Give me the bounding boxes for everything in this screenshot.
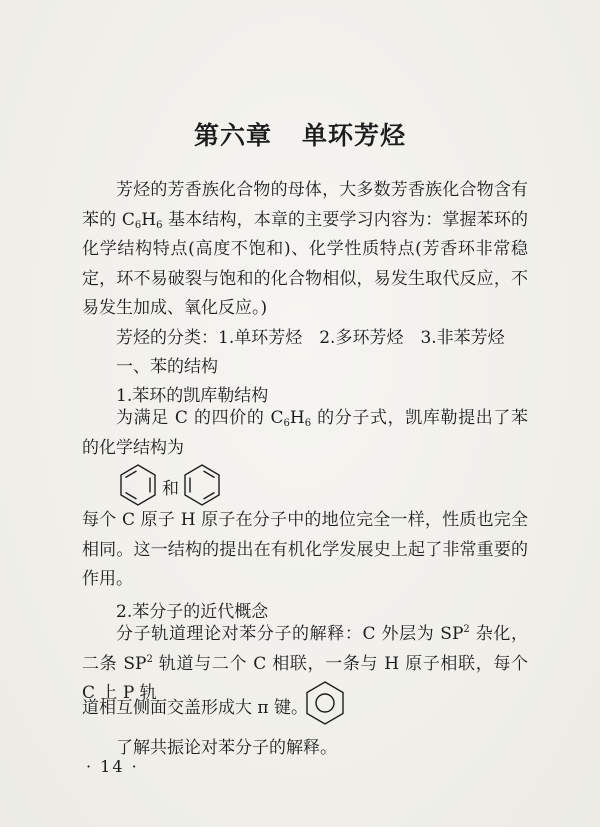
subscript: 6 [283,418,290,429]
subsection-heading: 1.苯环的凯库勒结构 [116,386,269,406]
kekule-paragraph [82,404,528,463]
orbital-text-1: 分子轨道理论对苯分子的解释：C 外层为 SP [116,624,464,644]
orbital-text-2: 杂化，二条 SP [82,624,529,674]
subsection-heading-2: 2.苯分子的近代概念 [116,602,269,622]
kekule-text-3: 的分子式，凯库勒提出了苯的化学结构为 [82,408,528,458]
subscript: 6 [156,219,163,231]
kekule-structure-1-icon [118,463,158,507]
chapter-title [0,116,600,152]
classification-line: 芳烃的分类：1.单环芳烃 2.多环芳烃 3.非苯芳烃 [116,328,505,348]
orbital-text-3: 轨道与二个 C 相联，一条与 H 原子相联，每个 C 上 P 轨 [82,653,528,703]
chapter-name: 单环芳烃 [302,121,407,150]
superscript: 2 [146,653,153,665]
orbital-last-line: 道相互侧面交盖形成大 π 键。 [82,698,308,718]
benzene-ring-icon [303,680,347,726]
subscript: 6 [304,418,312,429]
superscript: 2 [463,624,470,635]
kekule-text-1: 为满足 C 的四价的 C [116,408,284,428]
intro-text-3: 基本结构，本章的主要学习内容为：掌握苯环的化学结构特点(高度不饱和)、化学性质特点(芳香环非常稳定，环不易破裂与饱和的化合物相似，易发生取代反应，不易发生加成、氧化反应。) [82,209,529,318]
resonance-line: 了解共振论对苯分子的解释。 [116,738,337,758]
kekule-text-2: H [289,408,305,428]
intro-text-2: H [141,209,157,230]
and-label: 和 [162,479,179,499]
intro-text-1: 芳烃的芳香族化合物的母体，大多数芳香族化合物含有苯的 C [82,180,528,230]
kekule-structure-2-icon [182,463,222,507]
kekule-description: 每个 C 原子 H 原子在分子中的地位完全一样，性质也完全相同。这一结构的提出在有机化学发展史上起了非常重要的作用。 [82,510,528,589]
intro-paragraph [82,176,528,324]
subscript: 6 [134,219,142,231]
section-heading: 一、苯的结构 [116,357,218,377]
chapter-number: 第六章 [193,121,272,150]
page-number: · 14 · [86,757,139,776]
